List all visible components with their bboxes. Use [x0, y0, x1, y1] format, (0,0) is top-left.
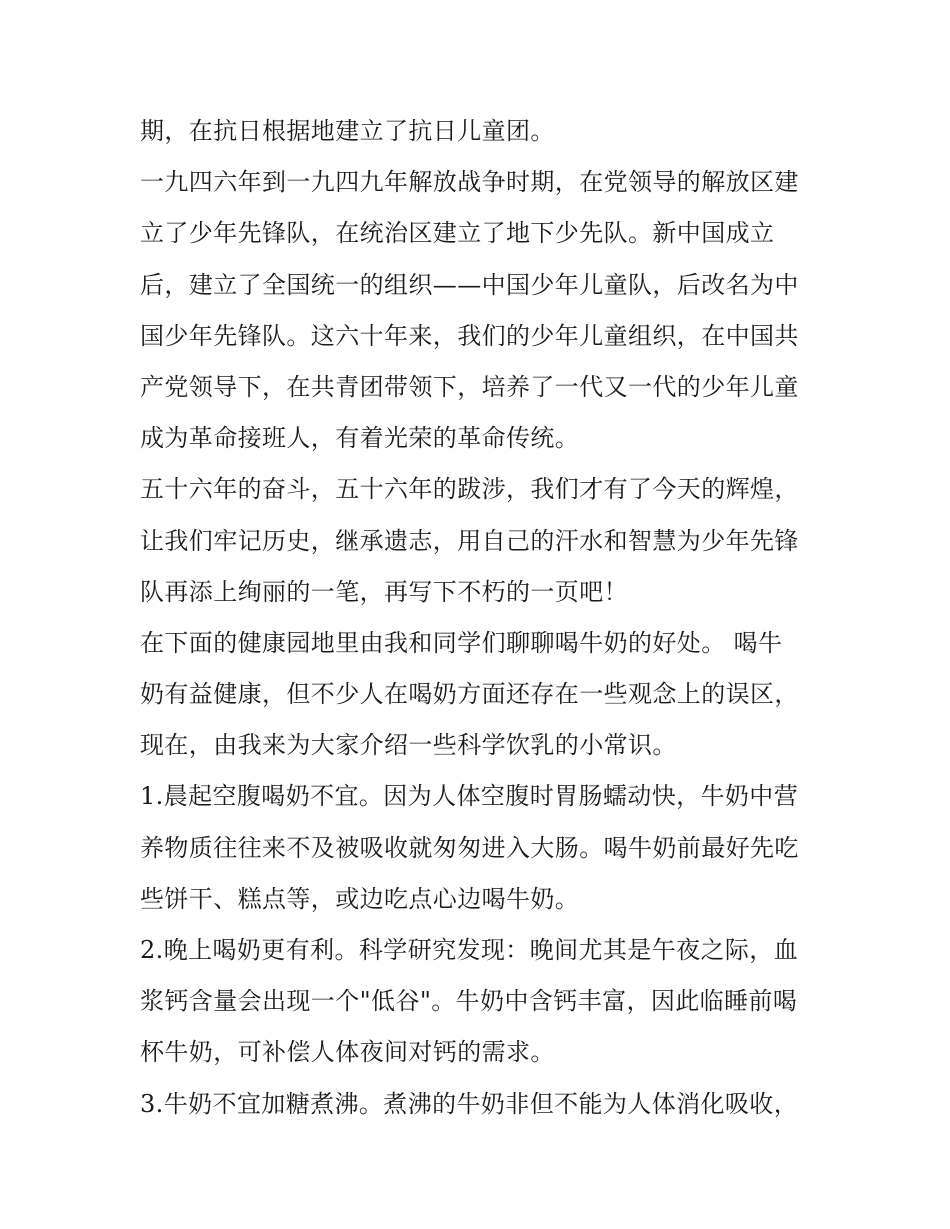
text-line: 杯牛奶，可补偿人体夜间对钙的需求。 [140, 1038, 555, 1067]
text-line: 养物质往往来不及被吸收就匆匆进入大肠。喝牛奶前最好先吃 [140, 833, 799, 862]
text-line: 队再添上绚丽的一笔，再写下不朽的一页吧！ [140, 577, 628, 606]
text-line: 国少年先锋队。这六十年来，我们的少年儿童组织，在中国共 [140, 321, 799, 350]
text-line: 一九四六年到一九四九年解放战争时期，在党领导的解放区建 [140, 168, 799, 197]
text-line: 2.晚上喝奶更有利。科学研究发现：晚间尤其是午夜之际，血 [140, 936, 799, 964]
text-line: 1.晨起空腹喝奶不宜。因为人体空腹时胃肠蠕动快，牛奶中营 [140, 782, 799, 811]
document-body [140, 106, 812, 1130]
text-line: 些饼干、糕点等，或边吃点心边喝牛奶。 [140, 884, 580, 913]
text-line: 奶有益健康，但不少人在喝奶方面还存在一些观念上的误区， [140, 680, 799, 709]
text-line: 3.牛奶不宜加糖煮沸。煮沸的牛奶非但不能为人体消化吸收， [140, 1089, 799, 1118]
text-line: 期，在抗日根据地建立了抗日儿童团。 [140, 117, 555, 145]
text-line: 产党领导下，在共青团带领下，培养了一代又一代的少年儿童 [140, 372, 799, 401]
text-line: 五十六年的奋斗，五十六年的跋涉，我们才有了今天的辉煌， [140, 475, 799, 504]
text-line: 后，建立了全国统一的组织——中国少年儿童队，后改名为中 [140, 270, 799, 299]
text-line: 现在，由我来为大家介绍一些科学饮乳的小常识。 [140, 731, 677, 760]
text-line: 成为革命接班人，有着光荣的革命传统。 [140, 424, 580, 453]
text-line: 浆钙含量会出现一个"低谷"。牛奶中含钙丰富，因此临睡前喝 [140, 987, 798, 1016]
text-line: 让我们牢记历史，继承遗志，用自己的汗水和智慧为少年先锋 [140, 526, 799, 555]
text-line: 立了少年先锋队，在统治区建立了地下少先队。新中国成立 [140, 219, 775, 248]
text-line: 在下面的健康园地里由我和同学们聊聊喝牛奶的好处。 喝牛 [140, 628, 783, 657]
